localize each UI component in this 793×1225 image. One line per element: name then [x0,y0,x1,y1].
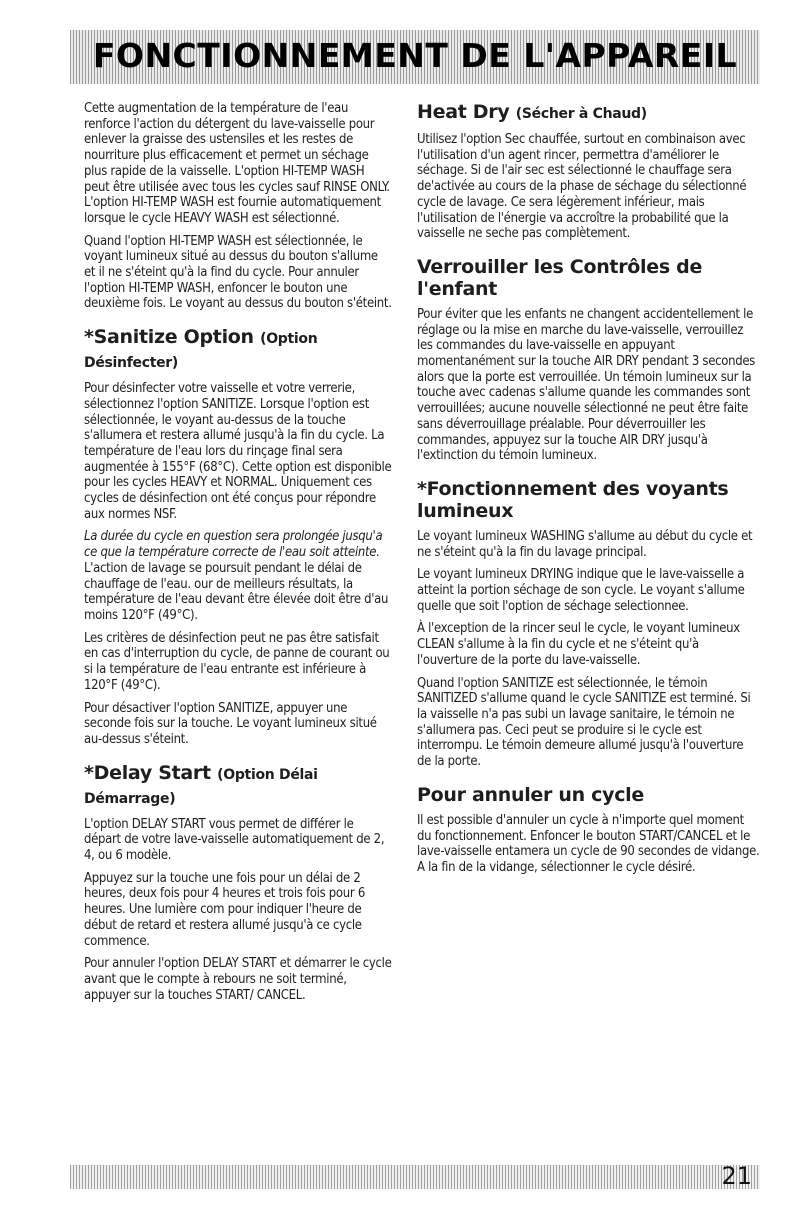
delay-start-paragraph-2: Appuyez sur la touche une fois pour un délai de 2 heures, deux fois pour 4 heures et trois fois pour 6 heures. Une lumière com pour indiquer l'heure de début de retard et restera allumé jusqu'à ce cycle commence. [84,870,365,949]
heat-dry-paragraph: Utilisez l'option Sec chauffée, surtout en combinaison avec l'utilisation d'un agent rincer, permettra d'améliorer le séchage. Si de l'air sec est sélectionné le chauffage sera de'activée au cours de la phase de séchage du sélectionné cycle de lavage. Ce sera légèrement inférieur, mais l'utilisation de l'énergie va accroître la probabilité que la vaisselle ne seche pas complètement. [417,132,747,242]
page-number: 21 [721,1162,752,1190]
sanitize-paragraph-1: Pour désinfecter votre vaisselle et votre verrerie, sélectionnez l'option SANITIZE. Lorsque l'option est sélectionnée, le voyant au-dessus de la touche s'allumera et restera allumé jusqu'à la fin du cycle. La température de l'eau lors du rinçage final sera augmentée à 155°F (68°C). Cette option est disponible pour les cycles HEAVY et NORMAL. Uniquement ces cycles de désinfection ont été conçus pour répondre aux normes NSF. [84,381,392,522]
sanitize-heading [84,326,392,374]
indicator-lights-heading: *Fonctionnement des voyants lumineux [417,477,729,522]
indicator-lights-paragraph-3: À l'exception de la rincer seul le cycle, le voyant lumineux CLEAN s'allume à la fin du cycle et ne s'éteint qu'à l'ouverture de la porte du lave-vaisselle. [417,621,740,668]
page-footer-bar [70,1162,760,1190]
page-header-banner [70,30,760,84]
child-lock-heading: Verrouiller les Contrôles de l'enfant [417,255,703,300]
sanitize-paragraph-3: Les critères de désinfection peut ne pas être satisfait en cas d'interruption du cycle, de panne de courant ou si la température de l'eau entrante est inférieure à 120°F (49°C). [84,630,390,693]
left-column [84,101,392,1010]
sanitize-paragraph-2 [84,529,392,623]
indicator-lights-paragraph-4: Quand l'option SANITIZE est sélectionnée, le témoin SANITIZED s'allume quand le cycle SANITIZE est terminé. Si la vaisselle n'a pas subi un lavage sanitaire, le témoin ne s'allumera pas. Ceci peut se produire si le cycle est interrompu. Le témoin demeure allumé jusqu'à l'ouverture de la porte. [417,675,751,770]
heat-dry-heading-subtitle: (Sécher à Chaud) [515,106,647,122]
cancel-cycle-paragraph: Il est possible d'annuler un cycle à n'importe quel moment du fonctionnement. Enfoncer le bouton START/CANCEL et le lave-vaisselle entamera un cycle de 90 secondes de vidange. A la fin de la vidange, sélectionner le cycle désiré. [417,812,760,875]
sanitize-note-rest: L'action de lavage se poursuit pendant le délai de chauffage de l'eau. our de meilleurs résultats, la température de l'eau devant être élevée doit être d'au moins 120°F (49°C). [84,560,389,623]
delay-start-heading-title: *Delay Start [84,761,211,784]
cancel-cycle-heading: Pour annuler un cycle [417,783,644,806]
delay-start-heading [84,762,392,810]
delay-start-paragraph-3: Pour annuler l'option DELAY START et démarrer le cycle avant que le compte à rebours ne soit terminé, appuyer sur la touches START/ CANCEL. [84,956,392,1003]
delay-start-paragraph-1: L'option DELAY START vous permet de différer le départ de votre lave-vaisselle automatiquement de 2, 4, ou 6 modèle. [84,816,385,864]
hi-temp-paragraph-1: Cette augmentation de la température de l'eau renforce l'action du détergent du lave-vaisselle pour enlever la graisse des ustensiles et les restes de nourriture plus efficacement et permet un séchage plus rapide de la vaisselle. L'option HI-TEMP WASH peut être utilisée avec tous les cycles sauf RINSE ONLY. L'option HI-TEMP WASH est fournie automatiquement lorsque le cycle HEAVY WASH est sélectionné. [84,101,390,226]
delay-start-heading-subtitle: (Option Délai Démarrage) [84,766,318,807]
sanitize-heading-title: *Sanitize Option [84,326,254,349]
child-lock-paragraph: Pour éviter que les enfants ne changent accidentellement le réglage ou la mise en marche du lave-vaisselle, verrouillez les commandes du lave-vaisselle en appuyant momentanément sur la touche AIR DRY pendant 3 secondes alors que la porte est verrouillée. Un témoin lumineux sur la touche avec cadenas s'allume quande les commandes sont verrouillées; aucune nouvelle sélectionné ne peut être faite sans déverrouillage préalable. Pour déverrouiller les commandes, appuyez sur la touche AIR DRY jusqu'à l'extinction du témoin lumineux. [417,306,756,464]
indicator-lights-paragraph-1: Le voyant lumineux WASHING s'allume au début du cycle et ne s'éteint qu'à la fin du lavage principal. [417,528,753,560]
sanitize-note-italic: La durée du cycle en question sera prolongée jusqu'a ce que la température correcte de l'eau soit atteinte. [84,529,383,561]
heat-dry-heading [417,101,760,125]
sanitize-heading-subtitle: (Option Désinfecter) [84,331,318,372]
indicator-lights-paragraph-2: Le voyant lumineux DRYING indique que le lave-vaisselle a atteint la portion séchage de son cycle. Le voyant s'allume quelle que soit l'option de séchage selectionnee. [417,567,745,614]
hi-temp-paragraph-2: Quand l'option HI-TEMP WASH est sélectionnée, le voyant lumineux situé au dessus du bouton s'allume et il ne s'éteint qu'à la find du cycle. Pour annuler l'option HI-TEMP WASH, enfoncer le bouton une deuxième fois. Le voyant au dessus du bouton s'éteint. [84,233,392,312]
sanitize-paragraph-4: Pour désactiver l'option SANITIZE, appuyer une seconde fois sur la touche. Le voyant lumineux situé au-dessus s'éteint. [84,700,377,747]
page-title: FONCTIONNEMENT DE L'APPAREIL [92,36,738,75]
right-column [417,101,760,883]
heat-dry-heading-title: Heat Dry [417,101,510,123]
